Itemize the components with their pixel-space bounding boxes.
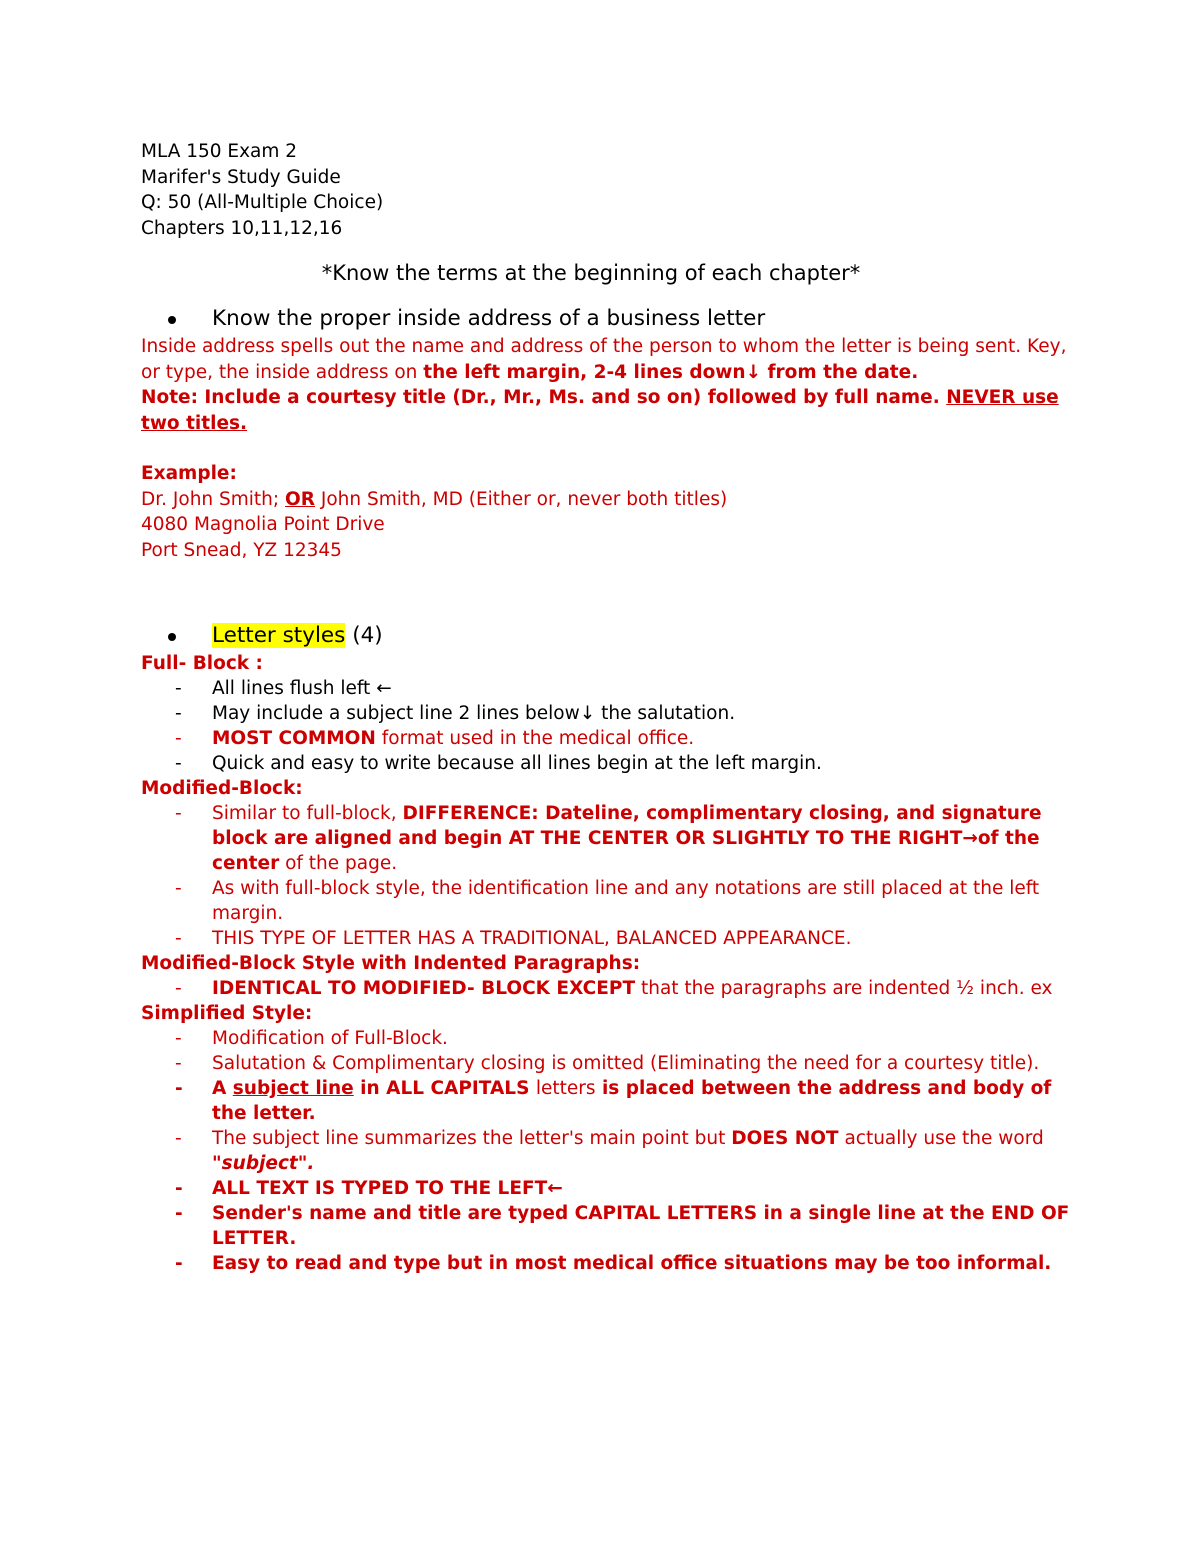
example-or-text: OR (285, 488, 316, 510)
list-item: - The subject line summarizes the letter's main point but DOES NOT actually use the word "subject". (175, 1128, 1044, 1174)
list-item: - Sender's name and title are typed CAPITAL LETTERS in a single line at the END OF LETTER. (175, 1203, 1070, 1249)
example-text: Dr. John Smith; (141, 488, 286, 510)
document-content (141, 139, 1071, 1276)
dash-icon: - (175, 1078, 183, 1099)
modified-block-label: Modified-Block: (141, 778, 303, 799)
list-item: - ALL TEXT IS TYPED TO THE LEFT← (175, 1178, 563, 1199)
heading-highlight-text: Letter styles (212, 623, 346, 648)
list-item: - THIS TYPE OF LETTER HAS A TRADITIONAL, BALANCED APPEARANCE. (175, 928, 852, 949)
dash-icon: - (175, 753, 182, 774)
dash-icon: - (175, 878, 182, 899)
dash-icon: - (175, 728, 182, 749)
note-underlined-text: NEVER use two titles. (141, 387, 1059, 434)
dash-icon: - (175, 928, 182, 949)
list-item: - As with full-block style, the identification line and any notations are still placed at the left margin. (175, 878, 1040, 924)
simplified-label: Simplified Style: (141, 1003, 313, 1024)
heading-text: Know the proper inside address of a business letter (212, 306, 766, 331)
letter-styles-heading (141, 621, 1071, 651)
chapters-line: Chapters 10,11,12,16 (141, 217, 343, 239)
heading-count-text: (4) (345, 623, 383, 648)
dash-icon: - (175, 703, 182, 724)
modified-indented-list (141, 976, 1071, 1001)
example-text: John Smith, MD (Either or, never both titles) (315, 488, 728, 510)
paragraph-bold-text: the left margin, 2-4 lines down↓ from the date. (423, 361, 919, 383)
question-count: Q: 50 (All-Multiple Choice) (141, 192, 384, 213)
dash-icon: - (175, 1178, 183, 1199)
list-item: - Salutation & Complimentary closing is omitted (Eliminating the need for a courtesy title). (175, 1053, 1040, 1074)
terms-note: *Know the terms at the beginning of each chapter* (321, 261, 861, 285)
inside-address-paragraph (141, 334, 1071, 385)
list-item: - Quick and easy to write because all lines begin at the left margin. (175, 753, 822, 774)
paragraph-text: Inside address spells out the name and address of the person to whom the letter is being sent. Key, or type, the inside address on (141, 336, 1067, 383)
dash-icon: - (175, 978, 182, 999)
note-paragraph (141, 385, 1071, 436)
example-line-1 (141, 487, 1071, 513)
full-block-label: Full- Block : (141, 653, 263, 674)
list-item: - Modification of Full-Block. (175, 1028, 448, 1049)
list-item: - A subject line in ALL CAPITALS letters is placed between the address and body of the letter. (175, 1078, 1052, 1124)
bullet-icon (168, 316, 176, 324)
example-line-3: Port Snead, YZ 12345 (141, 539, 342, 561)
example-line-2: 4080 Magnolia Point Drive (141, 514, 385, 535)
dash-icon: - (175, 803, 182, 824)
dash-icon: - (175, 1028, 182, 1049)
list-item: - MOST COMMON format used in the medical office. (175, 728, 695, 749)
simplified-list (141, 1026, 1071, 1276)
list-item: - Easy to read and type but in most medical office situations may be too informal. (175, 1253, 1052, 1274)
guide-title: Marifer's Study Guide (141, 166, 341, 188)
modified-block-list (141, 801, 1071, 951)
modified-indented-label: Modified-Block Style with Indented Paragraphs: (141, 953, 641, 974)
note-text: Note: Include a courtesy title (Dr., Mr., Ms. and so on) followed by full name. (141, 387, 947, 408)
dash-icon: - (175, 1128, 182, 1149)
bullet-icon (168, 633, 176, 641)
dash-icon: - (175, 1053, 182, 1074)
header-block (141, 139, 1071, 241)
dash-icon: - (175, 1253, 183, 1274)
example-label: Example: (141, 463, 237, 484)
inside-address-heading (141, 304, 1071, 334)
list-item: - Similar to full-block, DIFFERENCE: Dateline, complimentary closing, and signature block are aligned and begin AT THE CENTER OR SLIGHTLY TO THE RIGHT→of the center of the page. (175, 803, 1042, 874)
dash-icon: - (175, 678, 182, 699)
list-item: - All lines flush left ← (175, 678, 392, 699)
list-item: - IDENTICAL TO MODIFIED- BLOCK EXCEPT that the paragraphs are indented ½ inch. ex (175, 978, 1053, 999)
dash-icon: - (175, 1203, 183, 1224)
list-item: - May include a subject line 2 lines below↓ the salutation. (175, 703, 736, 724)
exam-title: MLA 150 Exam 2 (141, 141, 298, 162)
full-block-list (141, 676, 1071, 776)
